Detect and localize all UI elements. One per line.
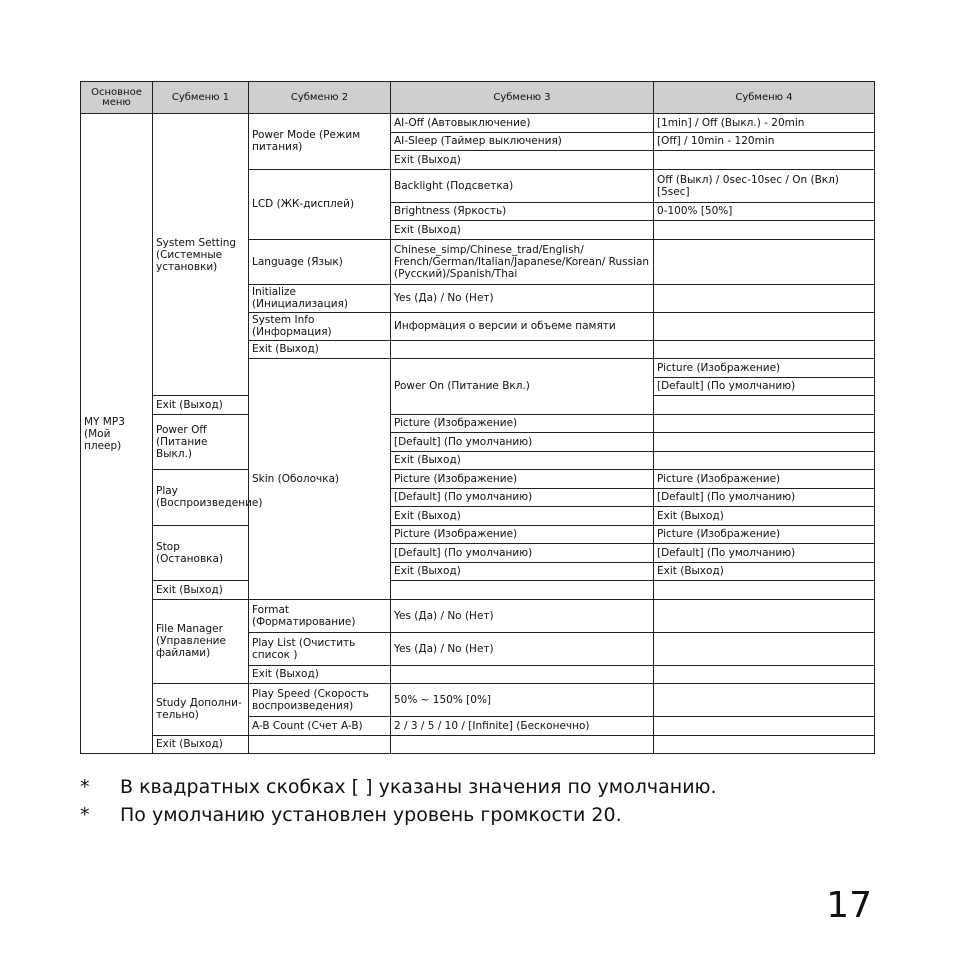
table-row [81,114,875,133]
cell-exit: Exit (Выход) [391,151,654,170]
table-row [81,414,875,433]
cell-exit: Exit (Выход) [654,562,875,581]
footnote [80,801,717,829]
table-row [81,581,875,600]
cell-play-speed-value: 50% ~ 150% [0%] [391,684,654,717]
cell-picture: Picture (Изображение) [654,525,875,544]
cell-power-off: Power Off (Питание Выкл.) [153,414,249,470]
header-submenu-3: Субменю 3 [391,82,654,114]
cell-power-mode: Power Mode (Режим питания) [249,114,391,170]
cell-play-list-value: Yes (Да) / No (Нет) [391,632,654,665]
cell-system-setting: System Setting (Системные установки) [153,114,249,396]
cell-system-info-value: Информация о версии и объеме памяти [391,312,654,340]
cell-play-list: Play List (Очистить список ) [249,632,391,665]
cell-format: Format (Форматирование) [249,599,391,632]
cell-file-manager: File Manager (Управление файлами) [153,599,249,684]
header-submenu-4: Субменю 4 [654,82,875,114]
table-row [81,684,875,717]
cell-default: [Default] (По умолчанию) [654,488,875,507]
cell-exit: Exit (Выход) [391,451,654,470]
table-row [81,470,875,489]
cell-exit: Exit (Выход) [249,340,391,359]
header-main-menu: Основное меню [81,82,153,114]
cell-picture: Picture (Изображение) [391,470,654,489]
cell-empty [654,735,875,754]
cell-exit: Exit (Выход) [153,581,249,600]
cell-language-value: Chinese_simp/Chinese_trad/English/ French/German/Italian/Japanese/Korean/ Russian (Русский)/Spanish/Thai [391,239,654,284]
cell-ai-off-value: [1min] / Off (Выкл.) - 20min [654,114,875,133]
footnote-marker: * [80,776,90,798]
cell-picture: Picture (Изображение) [654,470,875,489]
cell-ai-sleep: AI-Sleep (Таймер выключения) [391,132,654,151]
cell-picture: Picture (Изображение) [391,525,654,544]
cell-empty [654,599,875,632]
cell-language: Language (Язык) [249,239,391,284]
cell-exit: Exit (Выход) [654,507,875,526]
cell-system-info: System Info (Информация) [249,312,391,340]
cell-brightness-value: 0-100% [50%] [654,202,875,221]
table-header-row [81,82,875,114]
cell-backlight-value: Off (Выкл) / 0sec-10sec / On (Вкл) [5sec] [654,169,875,202]
cell-exit: Exit (Выход) [153,735,249,754]
cell-skin: Skin (Оболочка) [249,359,391,600]
cell-empty [654,414,875,433]
table-row [81,525,875,544]
cell-exit: Exit (Выход) [391,507,654,526]
cell-ai-off: AI-Off (Автовыключение) [391,114,654,133]
cell-ab-count: A-B Count (Счет A-B) [249,717,391,736]
cell-brightness: Brightness (Яркость) [391,202,654,221]
footnote-text: В квадратных скобках [ ] указаны значения по умолчанию. [120,776,717,798]
cell-empty [654,665,875,684]
cell-root-menu: MY MP3 (Мой плеер) [81,114,153,754]
cell-empty [391,735,654,754]
cell-ai-sleep-value: [Off] / 10min - 120min [654,132,875,151]
cell-empty [391,581,654,600]
cell-empty [654,632,875,665]
cell-empty [654,451,875,470]
page-number: 17 [826,885,872,926]
cell-exit: Exit (Выход) [249,665,391,684]
cell-empty [249,735,391,754]
cell-empty [391,665,654,684]
cell-picture: Picture (Изображение) [391,414,654,433]
cell-default: [Default] (По умолчанию) [391,488,654,507]
cell-empty [654,221,875,240]
menu-structure-table [80,81,875,754]
cell-empty [654,284,875,312]
cell-empty [654,433,875,452]
footnotes [80,773,717,829]
footnote [80,773,717,801]
cell-default: [Default] (По умолчанию) [391,544,654,563]
cell-default: [Default] (По умолчанию) [654,377,875,396]
cell-initialize: Initialize (Инициализация) [249,284,391,312]
footnote-marker: * [80,804,90,826]
cell-exit: Exit (Выход) [391,562,654,581]
header-submenu-2: Субменю 2 [249,82,391,114]
cell-backlight: Backlight (Подсветка) [391,169,654,202]
header-submenu-1: Субменю 1 [153,82,249,114]
cell-play-speed: Play Speed (Скорость воспроизведения) [249,684,391,717]
cell-format-value: Yes (Да) / No (Нет) [391,599,654,632]
cell-power-on: Power On (Питание Вкл.) [391,359,654,415]
cell-empty [654,396,875,415]
cell-empty [654,581,875,600]
cell-stop: Stop (Остановка) [153,525,249,581]
table-row [81,735,875,754]
footnote-text: По умолчанию установлен уровень громкости 20. [120,804,622,826]
cell-exit: Exit (Выход) [153,396,249,415]
cell-picture: Picture (Изображение) [654,359,875,378]
cell-default: [Default] (По умолчанию) [654,544,875,563]
cell-default: [Default] (По умолчанию) [391,433,654,452]
cell-empty [654,239,875,284]
cell-empty [654,151,875,170]
cell-play: Play (Воспроизведение) [153,470,249,526]
cell-empty [654,340,875,359]
cell-study: Study Дополни- тельно) [153,684,249,736]
cell-empty [391,340,654,359]
cell-lcd: LCD (ЖК-дисплей) [249,169,391,239]
table-row [81,599,875,632]
cell-initialize-value: Yes (Да) / No (Нет) [391,284,654,312]
cell-ab-count-value: 2 / 3 / 5 / 10 / [Infinite] (Бесконечно) [391,717,654,736]
cell-empty [654,312,875,340]
cell-empty [654,684,875,717]
cell-exit: Exit (Выход) [391,221,654,240]
cell-empty [654,717,875,736]
